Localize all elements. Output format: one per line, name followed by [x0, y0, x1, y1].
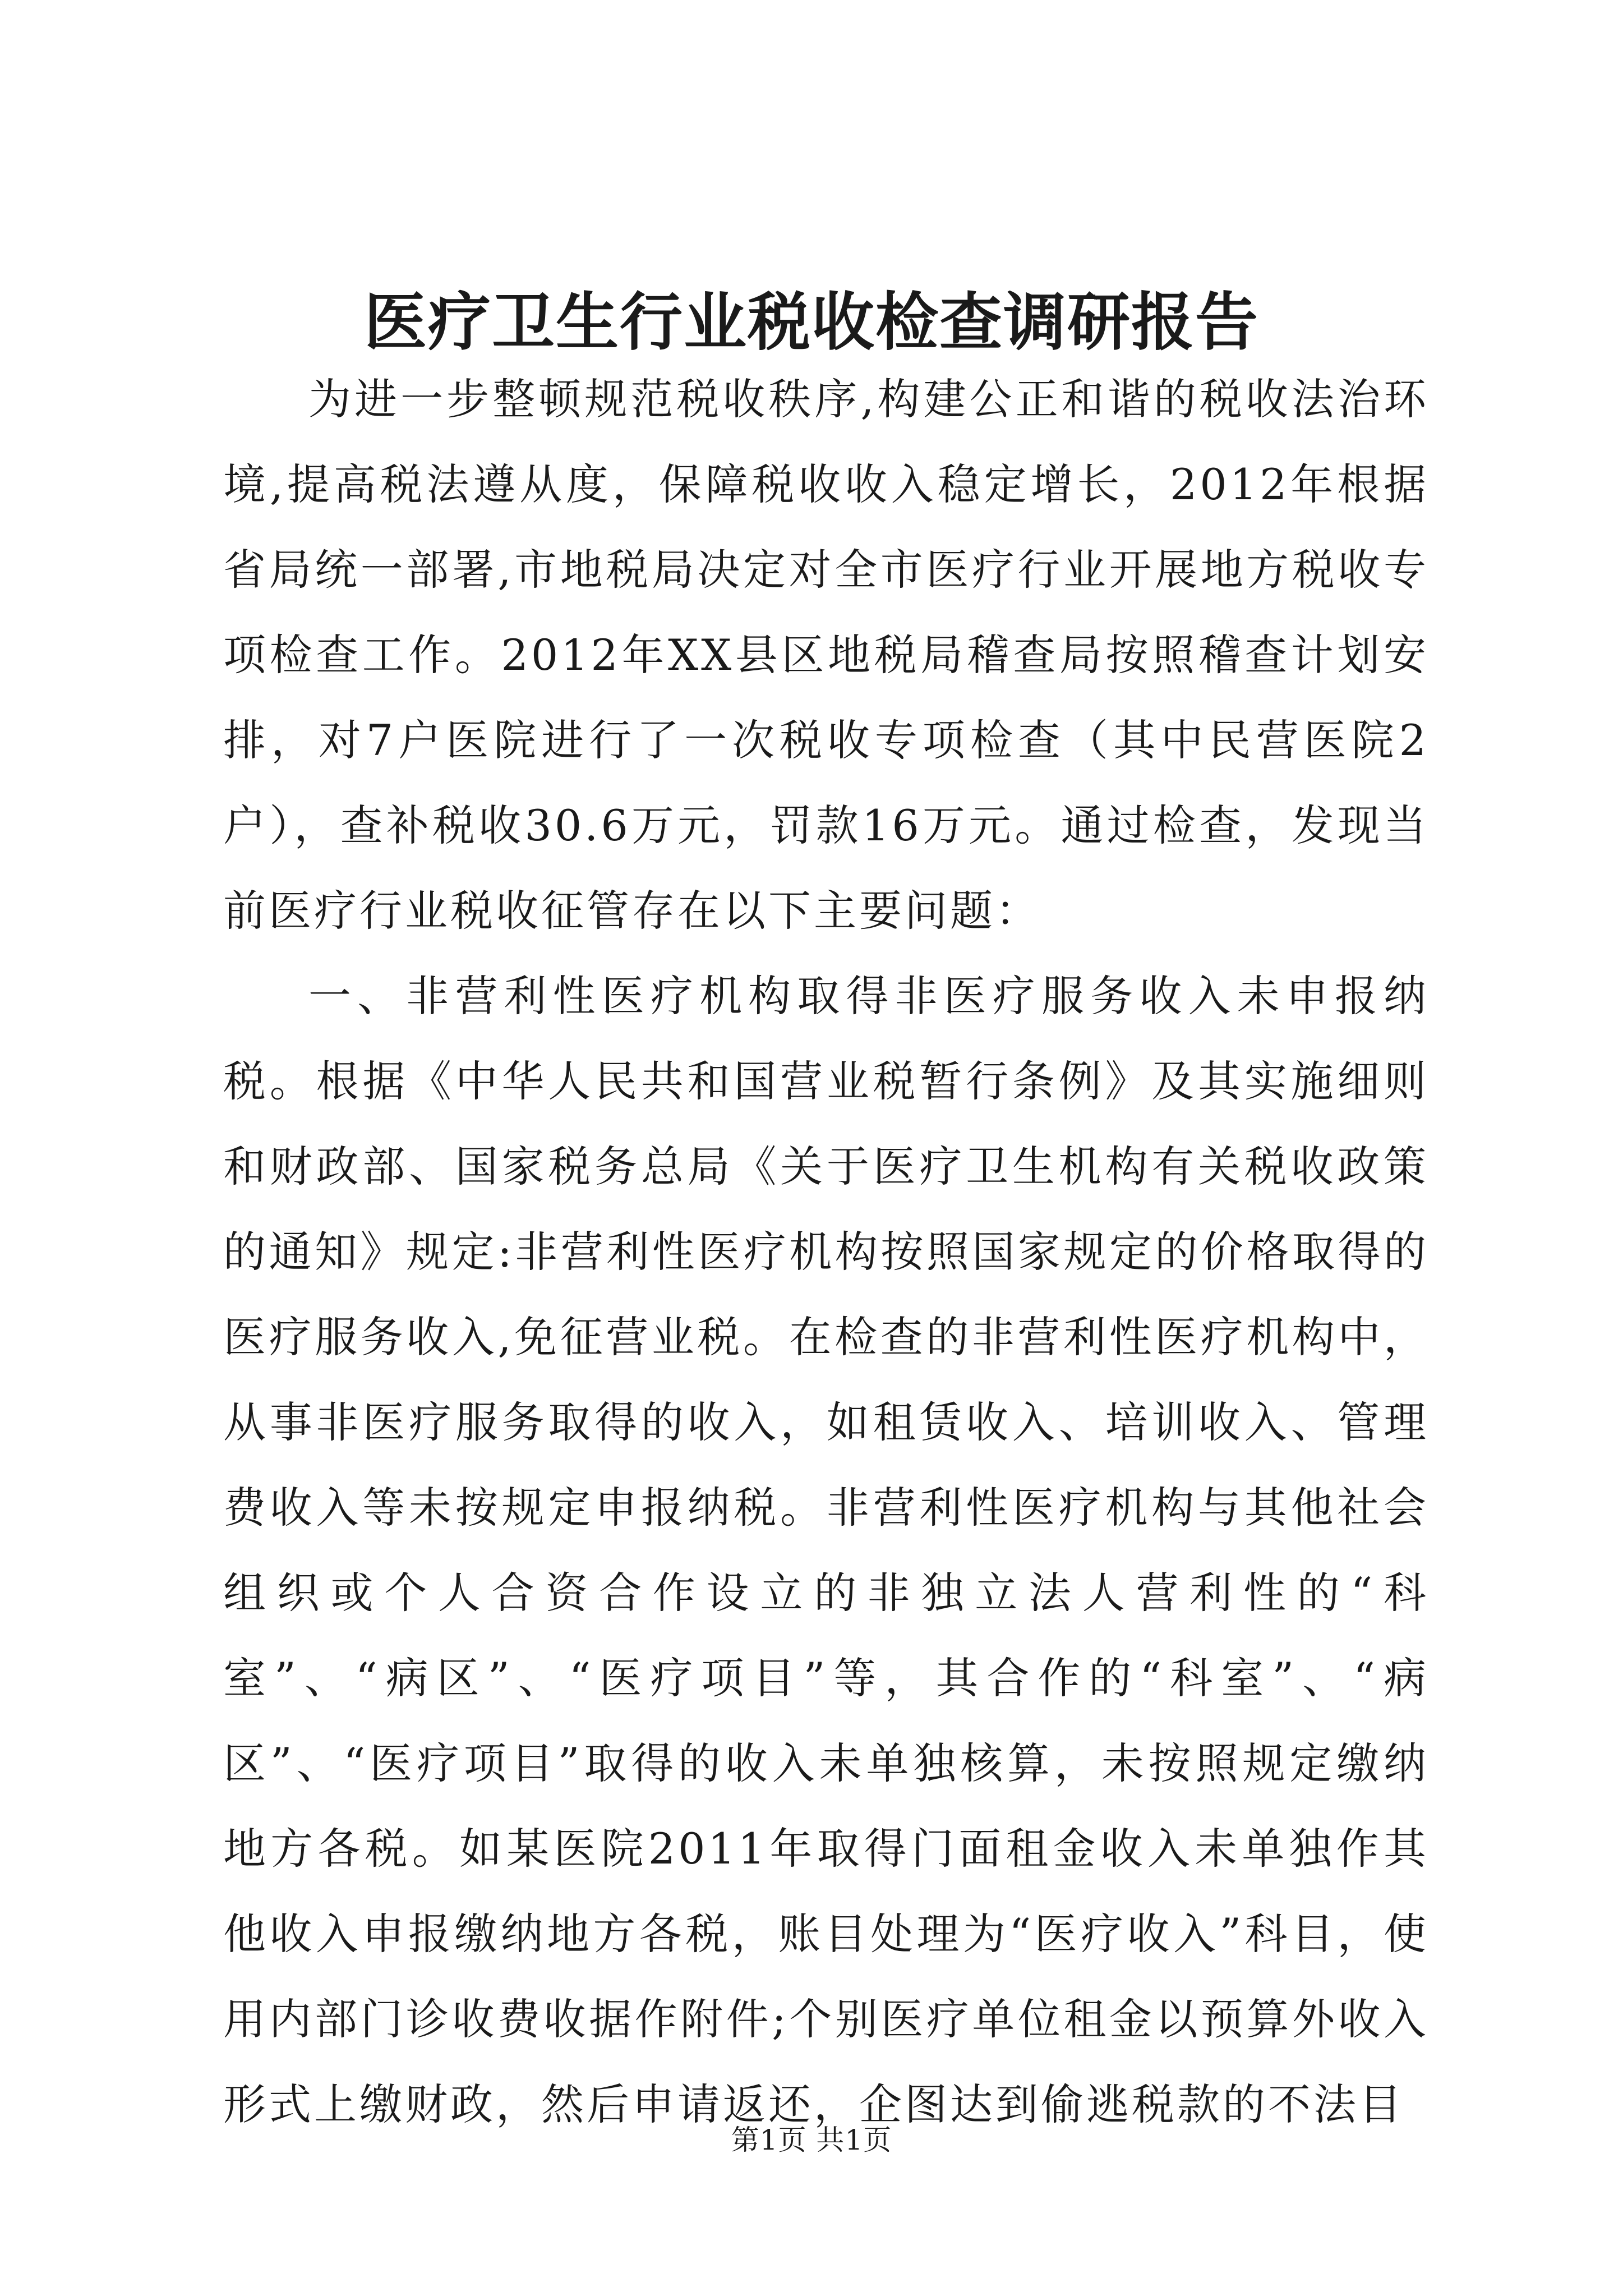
document-title: 医疗卫生行业税收检查调研报告	[364, 286, 1259, 359]
page-footer: 第1页 共1页	[731, 2124, 892, 2156]
paragraph-intro: 为进一步整顿规范税收秩序,构建公正和谐的税收法治环境,提高税法遵从度，保障税收收入稳定增长，2012年根据省局统一部署,市地税局决定对全市医疗行业开展地方税收专项检查工作。2012年XX县区地税局稽查局按照稽查计划安排，对7户医院进行了一次税收专项检查（其中民营医院2户），查补税收30.6万元，罚款16万元。通过检查，发现当前医疗行业税收征管存在以下主要问题：	[223, 374, 1429, 936]
document-body	[223, 357, 1429, 2147]
paragraph-issue-one: 一、非营利性医疗机构取得非医疗服务收入未申报纳税。根据《中华人民共和国营业税暂行条例》及其实施细则和财政部、国家税务总局《关于医疗卫生机构有关税收政策的通知》规定:非营利性医疗机构按照国家规定的价格取得的医疗服务收入,免征营业税。在检查的非营利性医疗机构中，从事非医疗服务取得的收入，如租赁收入、培训收入、管理费收入等未按规定申报纳税。非营利性医疗机构与其他社会组织或个人合资合作设立的非独立法人营利性的“科室”、“病区”、“医疗项目”等，其合作的“科室”、“病区”、“医疗项目”取得的收入未单独核算，未按照规定缴纳地方各税。如某医院2011年取得门面租金收入未单独作其他收入申报缴纳地方各税，账目处理为“医疗收入”科目，使用内部门诊收费收据作附件;个别医疗单位租金以预算外收入形式上缴财政，然后申请返还，企图达到偷逃税款的不法目	[223, 971, 1429, 2129]
